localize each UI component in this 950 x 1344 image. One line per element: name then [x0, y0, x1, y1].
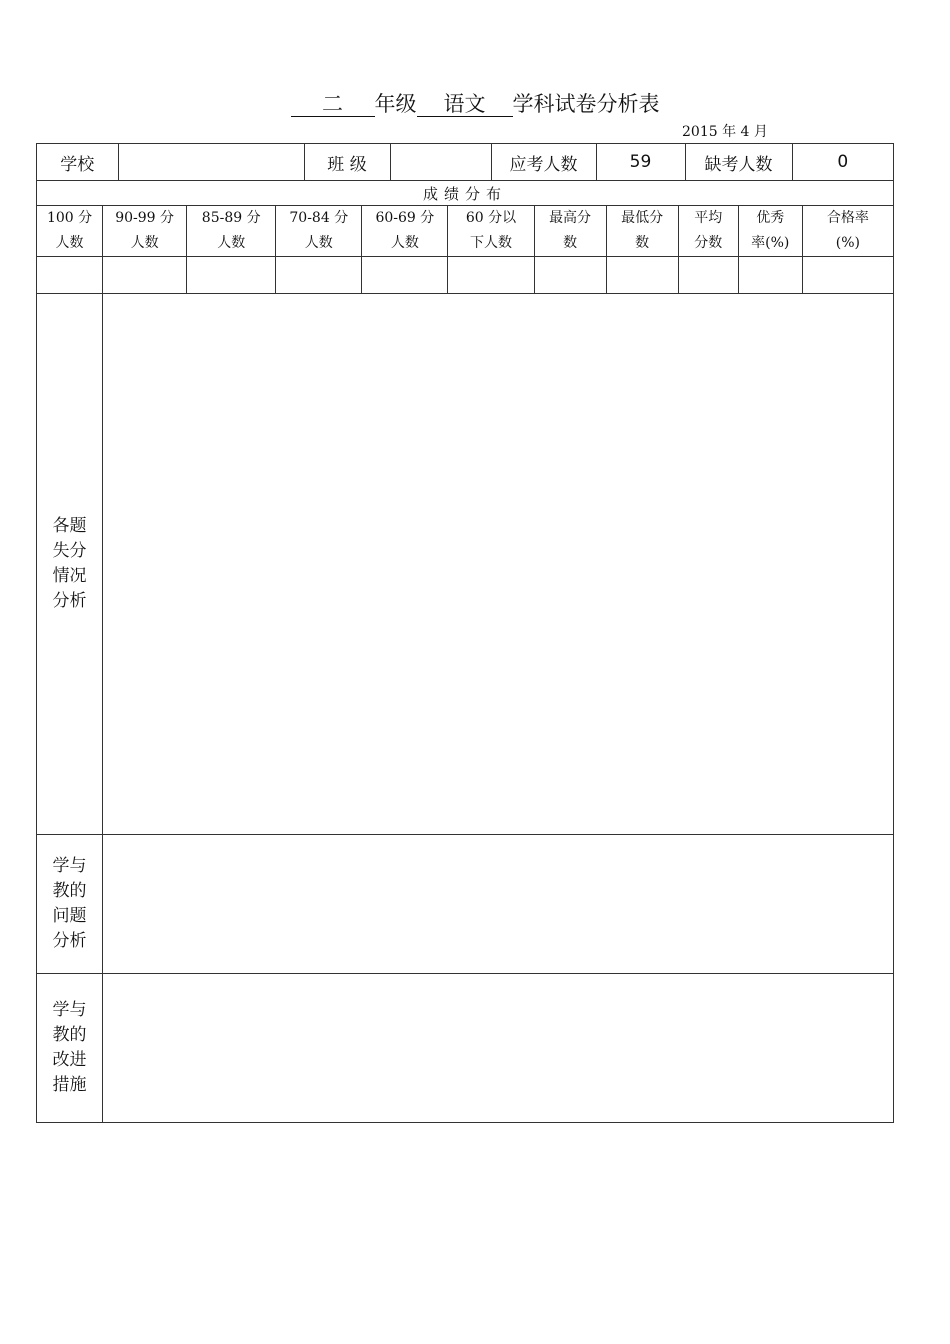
label-line: 学与: [52, 856, 87, 876]
col-header-line: 90-99 分: [115, 210, 175, 226]
school-info-row: [37, 144, 894, 181]
column-header-row: [37, 206, 894, 257]
label-line: 改进: [52, 1050, 87, 1070]
class-input[interactable]: [390, 144, 491, 180]
col-header-line: 人数: [390, 235, 419, 251]
expected-count-input[interactable]: 59: [596, 144, 685, 180]
col-header-line: 85-89 分: [201, 210, 261, 226]
col-header-line: 数: [563, 235, 578, 251]
analysis-table: [36, 143, 894, 1123]
value-cell[interactable]: [738, 257, 802, 294]
grade-field[interactable]: 二: [291, 92, 375, 117]
col-header-pass-rate: [802, 206, 893, 257]
page-title: [0, 92, 950, 117]
col-header-line: 人数: [217, 235, 246, 251]
subject-field[interactable]: 语文: [417, 92, 513, 117]
value-cell[interactable]: [606, 257, 678, 294]
label-line: 失分: [52, 541, 87, 561]
label-line: 措施: [52, 1075, 87, 1095]
col-header-line: 合格率: [826, 210, 869, 226]
col-header-line: 率(%): [751, 235, 790, 251]
grade-suffix: 年级: [374, 92, 417, 116]
label-line: 各题: [52, 516, 87, 536]
col-header-min: [606, 206, 678, 257]
col-header-line: 人数: [130, 235, 159, 251]
col-header-line: (%): [835, 235, 861, 251]
distribution-title: 成绩分布: [37, 181, 894, 206]
improvement-label: [37, 974, 103, 1123]
class-label: 班 级: [304, 144, 390, 180]
col-header-excellent-rate: [738, 206, 802, 257]
value-cell[interactable]: [187, 257, 276, 294]
col-header-70-84: [276, 206, 362, 257]
loss-analysis-label: [37, 294, 103, 835]
col-header-max: [534, 206, 606, 257]
col-header-line: 最高分: [549, 210, 592, 226]
col-header-85-89: [187, 206, 276, 257]
col-header-line: 60-69 分: [375, 210, 435, 226]
col-header-line: 数: [635, 235, 650, 251]
label-line: 问题: [52, 906, 87, 926]
col-header-average: [678, 206, 738, 257]
absent-count-label: 缺考人数: [685, 144, 792, 180]
label-line: 情况: [52, 566, 87, 586]
loss-analysis-row: [37, 294, 894, 835]
col-header-line: 100 分: [46, 210, 93, 226]
value-cell[interactable]: [534, 257, 606, 294]
school-input[interactable]: [118, 144, 304, 180]
date-label: 2015 年 4 月: [682, 124, 768, 140]
label-line: 教的: [52, 1025, 87, 1045]
label-line: 分析: [52, 931, 87, 951]
improvement-row: [37, 974, 894, 1123]
label-line: 教的: [52, 881, 87, 901]
value-cell[interactable]: [802, 257, 893, 294]
distribution-title-row: [37, 181, 894, 206]
col-header-line: 人数: [304, 235, 333, 251]
value-cell[interactable]: [276, 257, 362, 294]
values-row: [37, 257, 894, 294]
col-header-60-69: [362, 206, 448, 257]
col-header-90-99: [103, 206, 187, 257]
title-suffix: 学科试卷分析表: [512, 92, 660, 116]
col-header-line: 最低分: [621, 210, 664, 226]
problem-analysis-content[interactable]: [103, 835, 894, 974]
col-header-line: 下人数: [469, 235, 512, 251]
value-cell[interactable]: [678, 257, 738, 294]
col-header-line: 70-84 分: [289, 210, 349, 226]
school-label: 学校: [37, 144, 118, 180]
value-cell[interactable]: [103, 257, 187, 294]
col-header-line: 60 分以: [465, 210, 517, 226]
label-line: 学与: [52, 1000, 87, 1020]
col-header-line: 平均: [694, 210, 723, 226]
col-header-line: 分数: [694, 235, 723, 251]
value-cell[interactable]: [37, 257, 103, 294]
col-header-100: [37, 206, 103, 257]
label-line: 分析: [52, 591, 87, 611]
problem-analysis-row: [37, 835, 894, 974]
absent-count-input[interactable]: 0: [837, 152, 849, 172]
col-header-line: 优秀: [756, 210, 785, 226]
value-cell[interactable]: [362, 257, 448, 294]
improvement-content[interactable]: [103, 974, 894, 1123]
col-header-line: 人数: [55, 235, 84, 251]
problem-analysis-label: [37, 835, 103, 974]
loss-analysis-content[interactable]: [103, 294, 894, 835]
expected-count-label: 应考人数: [491, 144, 596, 180]
value-cell[interactable]: [448, 257, 534, 294]
col-header-below-60: [448, 206, 534, 257]
